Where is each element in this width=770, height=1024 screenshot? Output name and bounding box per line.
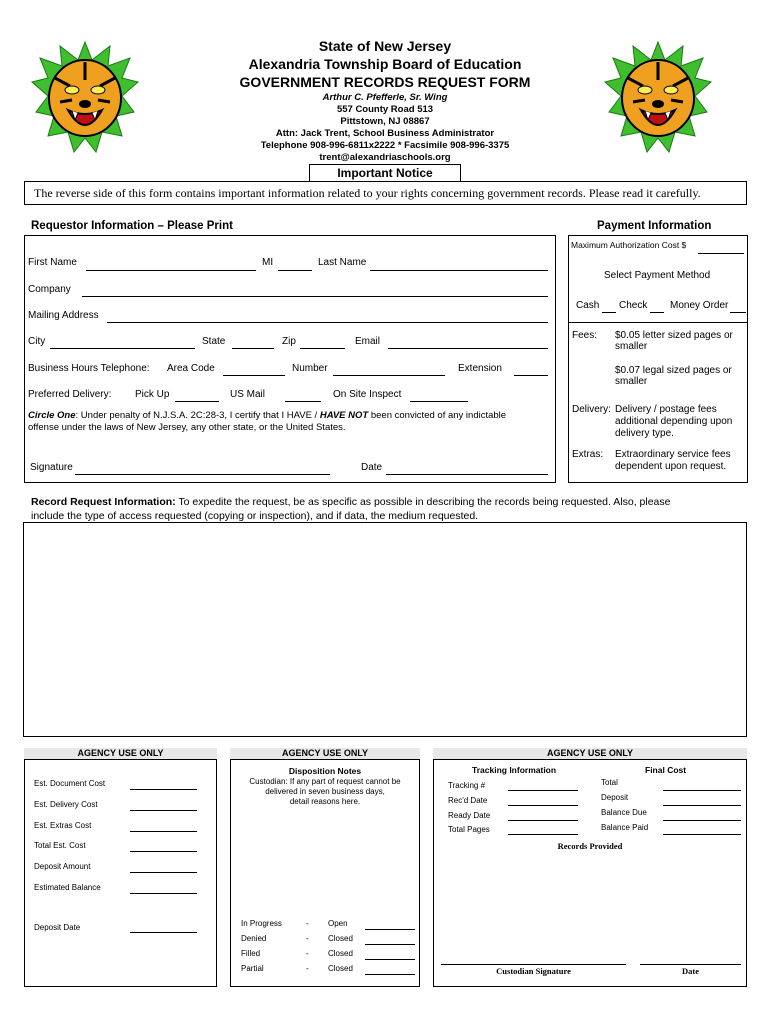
requestor-heading: Requestor Information – Please Print — [31, 220, 233, 232]
balance-due-label: Balance Due — [601, 808, 647, 817]
header-board: Alexandria Township Board of Education — [248, 56, 522, 72]
payment-divider — [568, 322, 748, 323]
pickup-label: Pick Up — [135, 389, 170, 400]
estimated-balance-label: Estimated Balance — [34, 883, 101, 892]
delivery-label: Delivery: — [572, 404, 611, 415]
final-cost-title: Final Cost — [645, 765, 687, 775]
records-provided-label: Records Provided — [557, 841, 623, 851]
onsite-label: On Site Inspect — [333, 389, 402, 400]
final-deposit-field[interactable] — [663, 805, 741, 806]
first-name-label: First Name — [28, 257, 77, 268]
est-delivery-cost-label: Est. Delivery Cost — [34, 800, 98, 809]
cert-text-a: : Under penalty of N.J.S.A. 2C:28-3, I certify that I HAVE / — [75, 410, 320, 421]
custodian-date-field[interactable] — [640, 964, 741, 965]
status-dash-3: - — [306, 949, 309, 958]
agency-col3-box — [433, 759, 747, 987]
final-total-label: Total — [601, 778, 618, 787]
custodian-date-label: Date — [682, 966, 699, 976]
pickup-field[interactable] — [175, 401, 219, 402]
city-label: City — [28, 336, 46, 347]
check-option[interactable]: Check — [619, 300, 648, 311]
notice-title-box — [309, 164, 461, 182]
mi-field[interactable] — [278, 270, 312, 271]
status-in-progress[interactable]: In Progress — [241, 919, 282, 928]
number-field[interactable] — [333, 375, 445, 376]
email-field[interactable] — [388, 348, 548, 349]
usmail-field[interactable] — [285, 401, 321, 402]
header-form-title: GOVERNMENT RECORDS REQUEST FORM — [239, 74, 531, 90]
state-field[interactable] — [232, 348, 274, 349]
final-total-field[interactable] — [663, 790, 741, 791]
tracking-number-label: Tracking # — [448, 781, 486, 790]
deposit-date-field[interactable] — [130, 932, 197, 933]
extension-label: Extension — [458, 363, 502, 374]
recd-date-label: Rec'd Date — [448, 796, 488, 805]
area-code-field[interactable] — [223, 375, 285, 376]
fee2-line1: $0.07 legal sized pages or — [615, 365, 732, 376]
fees-label: Fees: — [572, 330, 598, 341]
total-est-cost-label: Total Est. Cost — [34, 841, 86, 850]
cert-text-b: been convicted of any indictable — [368, 410, 507, 421]
record-request-textarea[interactable] — [23, 522, 747, 737]
agency-title-3: AGENCY USE ONLY — [546, 748, 634, 758]
money-order-option[interactable]: Money Order — [670, 300, 729, 311]
deposit-amount-field[interactable] — [130, 872, 197, 873]
status-closed-2-field[interactable] — [365, 959, 415, 960]
status-dash-2: - — [306, 934, 309, 943]
ready-date-field[interactable] — [508, 820, 578, 821]
header-attn: Attn: Jack Trent, School Business Administrator — [275, 128, 495, 139]
total-est-cost-field[interactable] — [130, 851, 197, 852]
mi-label: MI — [262, 257, 274, 268]
select-method-label: Select Payment Method — [604, 270, 711, 281]
est-doc-cost-field[interactable] — [130, 789, 197, 790]
deposit-date-label: Deposit Date — [34, 923, 81, 932]
status-closed-3[interactable]: Closed — [328, 964, 353, 973]
header-road: 557 County Road 513 — [336, 104, 434, 115]
mailing-field[interactable] — [107, 322, 548, 323]
signature-label: Signature — [30, 462, 73, 473]
total-pages-field[interactable] — [508, 834, 578, 835]
cash-option[interactable]: Cash — [576, 300, 600, 311]
est-doc-cost-label: Est. Document Cost — [34, 779, 106, 788]
company-label: Company — [28, 284, 71, 295]
first-name-field[interactable] — [86, 270, 256, 271]
disposition-line1: Custodian: If any part of request cannot be — [249, 777, 401, 786]
zip-field[interactable] — [300, 348, 345, 349]
total-pages-label: Total Pages — [448, 825, 490, 834]
number-label: Number — [292, 363, 328, 374]
header-email: trent@alexandriaschools.org — [319, 152, 451, 163]
delivery-line2: additional depending upon — [615, 416, 733, 427]
requestor-box — [24, 235, 556, 483]
recd-date-field[interactable] — [508, 805, 578, 806]
delivery-line1: Delivery / postage fees — [615, 404, 717, 415]
agency-title-2: AGENCY USE ONLY — [281, 748, 369, 758]
notice-title: Important Notice — [337, 166, 433, 180]
notice-text: The reverse side of this form contains important information related to your rights concerning government records. Please read it carefully. — [34, 186, 701, 200]
record-request-label: Record Request Information: — [31, 496, 176, 508]
tracking-title: Tracking Information — [472, 765, 557, 775]
agency-title-1: AGENCY USE ONLY — [77, 748, 164, 758]
custodian-signature-field[interactable] — [441, 964, 626, 965]
certification-line1 — [28, 410, 506, 421]
email-label: Email — [355, 336, 381, 347]
have-not-option[interactable]: HAVE NOT — [319, 410, 369, 421]
status-closed-1[interactable]: Closed — [328, 934, 353, 943]
onsite-field[interactable] — [410, 401, 468, 402]
disposition-line3: detail reasons here. — [289, 797, 361, 806]
agency-col1-box — [24, 759, 217, 987]
status-partial[interactable]: Partial — [241, 964, 264, 973]
money-order-field[interactable] — [730, 312, 746, 313]
est-extras-cost-field[interactable] — [130, 831, 197, 832]
cash-field[interactable] — [602, 312, 616, 313]
last-name-field[interactable] — [370, 270, 548, 271]
max-auth-label: Maximum Authorization Cost $ — [571, 240, 687, 250]
area-code-label: Area Code — [167, 363, 215, 374]
tiger-logo-left — [30, 40, 140, 155]
est-delivery-cost-field[interactable] — [130, 810, 197, 811]
usmail-label: US Mail — [230, 389, 266, 400]
extras-label: Extras: — [572, 449, 604, 460]
company-field[interactable] — [82, 296, 548, 297]
extras-line1: Extraordinary service fees — [615, 449, 731, 460]
disposition-line2: delivered in seven business days, — [265, 787, 385, 796]
status-dash-1: - — [306, 919, 309, 928]
signature-field[interactable] — [75, 474, 330, 475]
disposition-title: Disposition Notes — [288, 766, 362, 776]
status-closed-1-field[interactable] — [365, 944, 415, 945]
deposit-amount-label: Deposit Amount — [34, 862, 91, 871]
certification-line2: offense under the laws of New Jersey, any other state, or the United States. — [28, 422, 346, 433]
biz-phone-label: Business Hours Telephone: — [28, 363, 150, 374]
state-label: State — [202, 336, 226, 347]
last-name-label: Last Name — [318, 257, 367, 268]
mailing-label: Mailing Address — [28, 310, 99, 321]
balance-paid-label: Balance Paid — [601, 823, 649, 832]
extras-line2: dependent upon request. — [615, 461, 727, 472]
circle-one-label: Circle One — [28, 410, 76, 421]
tiger-logo-right — [603, 40, 713, 155]
balance-paid-field[interactable] — [663, 834, 741, 835]
delivery-line3: delivery type. — [615, 428, 674, 439]
status-denied[interactable]: Denied — [241, 934, 267, 943]
header-phone: Telephone 908-996-6811x2222 * Facsimile 908-996-3375 — [260, 140, 510, 151]
status-open-field[interactable] — [365, 929, 415, 930]
status-closed-3-field[interactable] — [365, 974, 415, 975]
header-city: Pittstown, NJ 08867 — [340, 116, 430, 127]
header-state: State of New Jersey — [318, 38, 452, 54]
status-open[interactable]: Open — [328, 919, 348, 928]
ready-date-label: Ready Date — [448, 811, 491, 820]
fee1-line2: smaller — [615, 341, 648, 352]
balance-due-field[interactable] — [663, 820, 741, 821]
date-label: Date — [361, 462, 383, 473]
record-request-text-a: To expedite the request, be as specific as possible in describing the records being requested. Also, please — [175, 496, 671, 508]
status-filled[interactable]: Filled — [241, 949, 261, 958]
record-request-line1 — [31, 496, 670, 508]
payment-heading: Payment Information — [597, 220, 712, 232]
city-field[interactable] — [50, 348, 195, 349]
tracking-number-field[interactable] — [508, 790, 578, 791]
fee2-line2: smaller — [615, 376, 648, 387]
custodian-signature-label: Custodian Signature — [496, 966, 571, 976]
record-request-line2: include the type of access requested (copying or inspection), and if data, the medium requested. — [31, 510, 479, 522]
check-field[interactable] — [650, 312, 664, 313]
est-extras-cost-label: Est. Extras Cost — [34, 821, 92, 830]
estimated-balance-field[interactable] — [130, 893, 197, 894]
status-dash-4: - — [306, 964, 309, 973]
status-closed-2[interactable]: Closed — [328, 949, 353, 958]
date-field[interactable] — [386, 474, 548, 475]
zip-label: Zip — [282, 336, 296, 347]
header-wing: Arthur C. Pfefferle, Sr. Wing — [322, 92, 448, 103]
pref-delivery-label: Preferred Delivery: — [28, 389, 112, 400]
extension-field[interactable] — [514, 375, 548, 376]
fee1-line1: $0.05 letter sized pages or — [615, 330, 733, 341]
max-auth-field[interactable] — [698, 253, 744, 254]
final-deposit-label: Deposit — [601, 793, 629, 802]
